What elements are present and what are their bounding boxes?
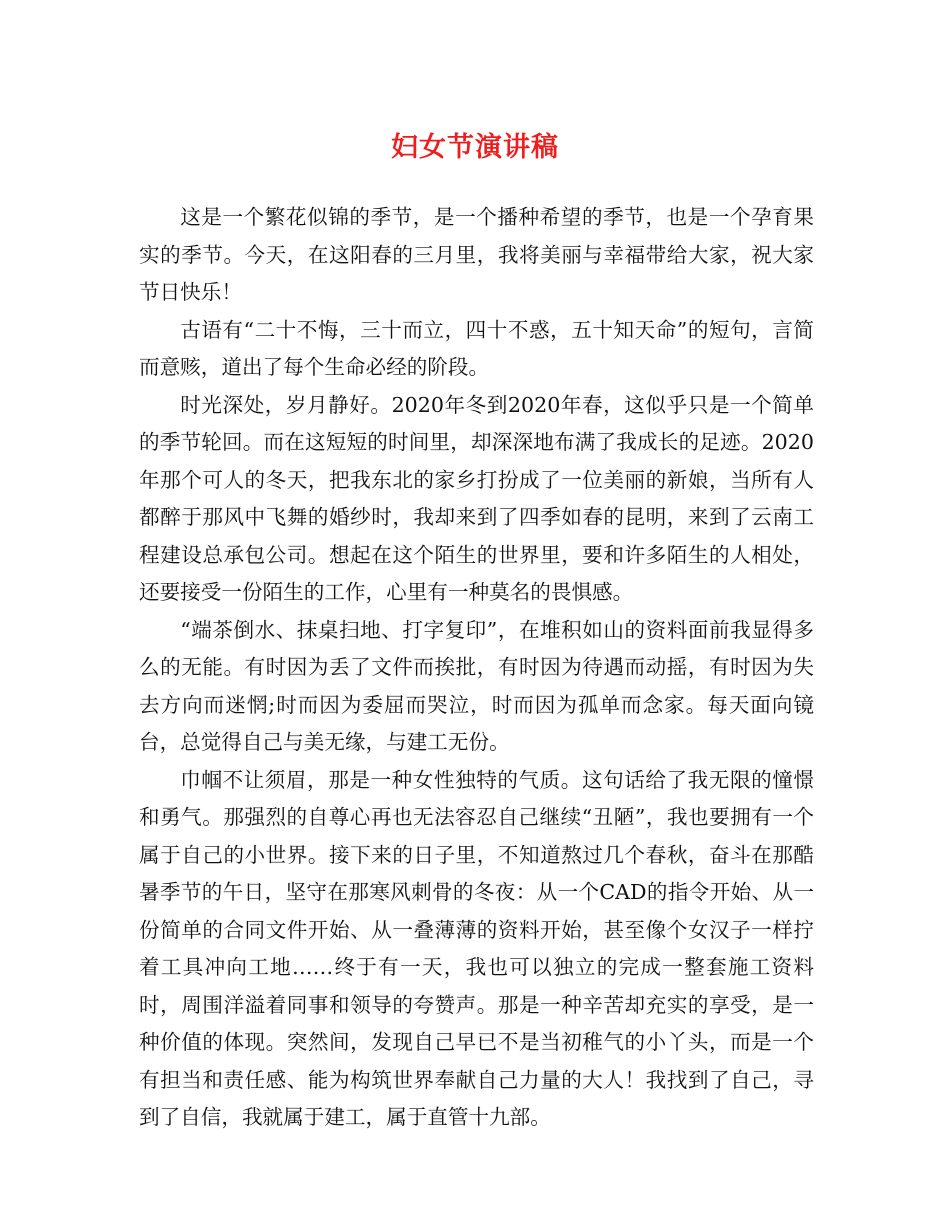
paragraph-2: 古语有“二十不悔，三十而立，四十不惑，五十知天命”的短句，言简而意赅，道出了每个生命必经的阶段。	[139, 317, 814, 379]
paragraph-5: 巾帼不让须眉，那是一种女性独特的气质。这句话给了我无限的憧憬和勇气。那强烈的自尊心再也无法容忍自己继续“丑陋”，我也要拥有一个属于自己的小世界。接下来的日子里，不知道熬过几个春秋，奋斗在那酷暑季节的午日，坚守在那寒风刺骨的冬夜：从一个CAD的指令开始、从一份简单的合同文件开始、从一叠薄薄的资料开始，甚至像个女汉子一样拧着工具冲向工地……终于有一天，我也可以独立的完成一整套施工资料时，周围洋溢着同事和领导的夸赞声。那是一种辛苦却充实的享受，是一种价值的体现。突然间，发现自己早已不是当初稚气的小丫头，而是一个有担当和责任感、能为构筑世界奉献自己力量的大人！我找到了自己，寻到了自信，我就属于建工，属于直管十九部。	[139, 767, 814, 1129]
paragraph-4: “端茶倒水、抹桌扫地、打字复印”，在堆积如山的资料面前我显得多么的无能。有时因为丢了文件而挨批，有时因为待遇而动摇，有时因为失去方向而迷惘;时而因为委屈而哭泣，时而因为孤单而念家。每天面向镜台，总觉得自己与美无缘，与建工无份。	[139, 617, 814, 754]
paragraph-3: 时光深处，岁月静好。2020年冬到2020年春，这似乎只是一个简单的季节轮回。而在这短短的时间里，却深深地布满了我成长的足迹。2020年那个可人的冬天，把我东北的家乡打扮成了一位美丽的新娘，当所有人都醉于那风中飞舞的婚纱时，我却来到了四季如春的昆明，来到了云南工程建设总承包公司。想起在这个陌生的世界里，要和许多陌生的人相处，还要接受一份陌生的工作，心里有一种莫名的畏惧感。	[139, 392, 814, 604]
paragraph-1: 这是一个繁花似锦的季节，是一个播种希望的季节，也是一个孕育果实的季节。今天，在这阳春的三月里，我将美丽与幸福带给大家，祝大家节日快乐！	[139, 205, 814, 304]
document-title: 妇女节演讲稿	[391, 132, 559, 163]
document-body	[139, 199, 814, 1137]
